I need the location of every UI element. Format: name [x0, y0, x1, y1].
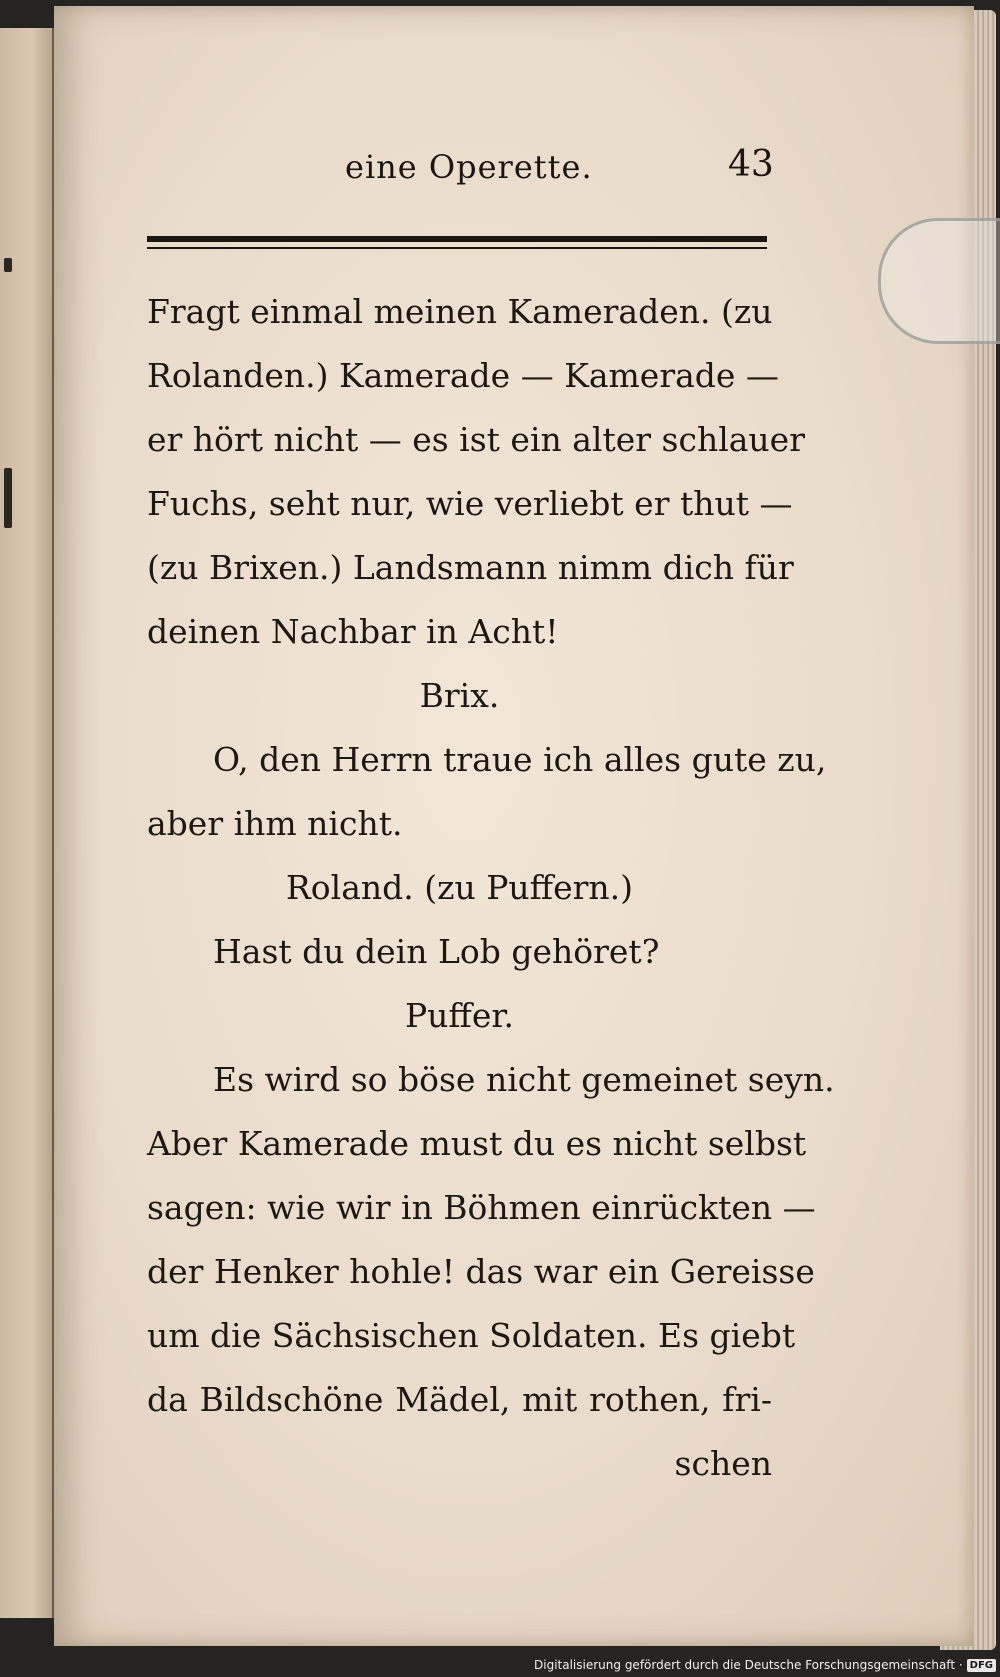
- running-head: eine Operette.: [345, 148, 593, 186]
- ink-mark: [4, 468, 12, 528]
- header-rule-thick: [147, 236, 767, 242]
- body-text: [147, 280, 835, 1496]
- speaker-puffer: Puffer.: [404, 996, 515, 1035]
- text-line: da Bildschöne Mädel, mit rothen, fri-: [147, 1380, 772, 1419]
- text-line: Aber Kamerade must du es nicht selbst: [147, 1124, 807, 1163]
- text-line: Es wird so böse nicht gemeinet seyn.: [213, 1060, 835, 1099]
- digitization-credit: [534, 1655, 996, 1675]
- speaker-brix: Brix.: [419, 676, 500, 715]
- speaker-roland: Roland. (zu Puffern.): [285, 868, 634, 907]
- text-line: aber ihm nicht.: [147, 804, 403, 843]
- dfg-logo: DFG: [967, 1659, 996, 1672]
- catchword: schen: [674, 1444, 772, 1483]
- text-line: deinen Nachbar in Acht!: [147, 612, 559, 651]
- text-line: sagen: wie wir in Böhmen einrückten —: [147, 1188, 816, 1227]
- text-line: (zu Brixen.) Landsmann nimm dich für: [147, 548, 794, 587]
- header-rule-thin: [147, 247, 767, 249]
- text-line: Fuchs, seht nur, wie verliebt er thut —: [147, 484, 793, 523]
- text-line: um die Sächsischen Soldaten. Es giebt: [147, 1316, 796, 1355]
- text-line: der Henker hohle! das war ein Gereisse: [147, 1252, 815, 1291]
- text-line: Hast du dein Lob gehöret?: [213, 932, 660, 971]
- left-page-edge: [0, 28, 54, 1618]
- text-line: Fragt einmal meinen Kameraden. (zu: [147, 292, 773, 331]
- page-number: 43: [728, 144, 774, 185]
- text-line: O, den Herrn traue ich alles gute zu,: [213, 740, 827, 779]
- page-clip: [878, 218, 1000, 344]
- text-line: Rolanden.) Kamerade — Kamerade —: [147, 356, 779, 395]
- ink-mark: [4, 258, 12, 272]
- text-line: er hört nicht — es ist ein alter schlauer: [147, 420, 805, 459]
- credit-text: Digitalisierung gefördert durch die Deutsche Forschungsgemeinschaft ·: [534, 1658, 963, 1672]
